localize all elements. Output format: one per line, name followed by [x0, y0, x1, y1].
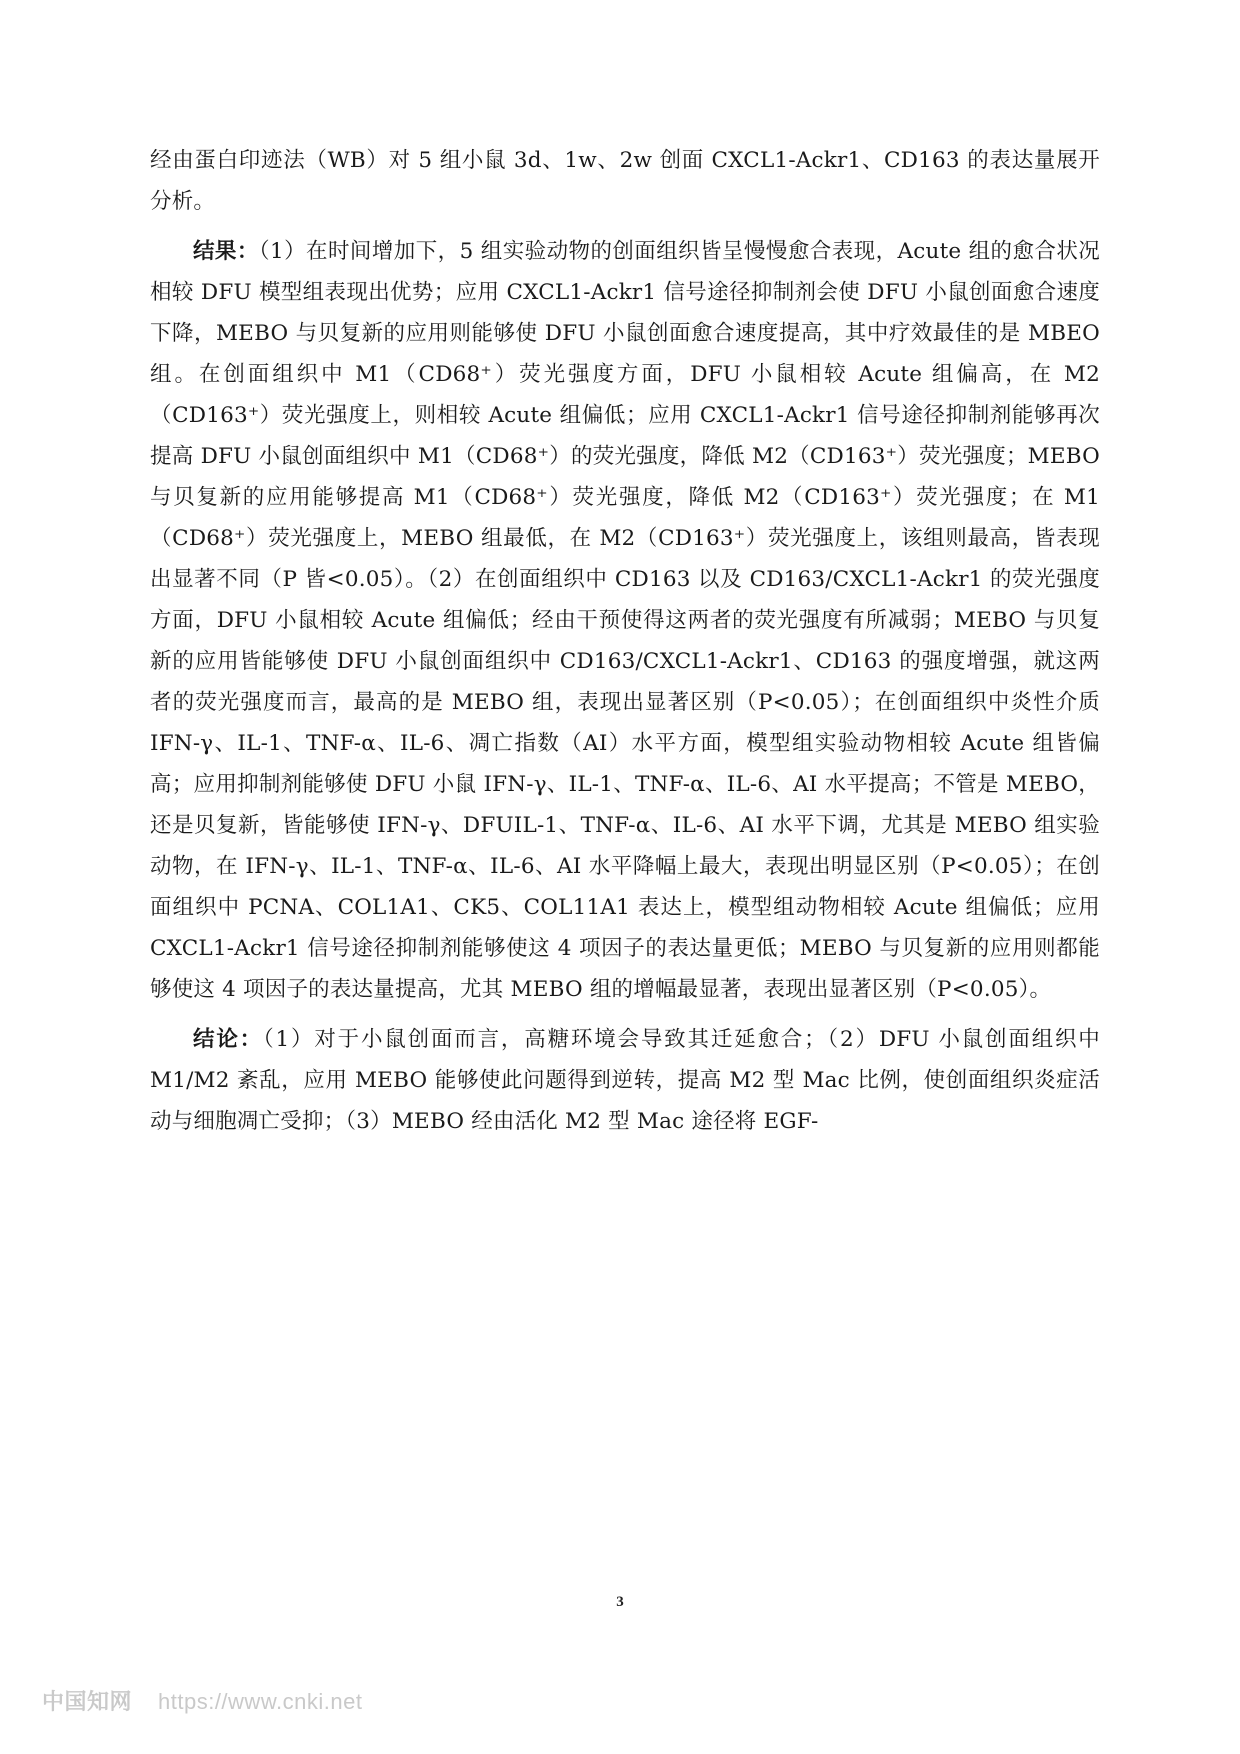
watermark-url: https://www.cnki.net	[158, 1689, 363, 1714]
watermark-brand: 中国知网	[42, 1689, 133, 1714]
paragraph-intro: 经由蛋白印迹法（WB）对 5 组小鼠 3d、1w、2w 创面 CXCL1-Ackr1、CD163 的表达量展开分析。	[150, 148, 1100, 214]
results-label: 结果：	[193, 239, 259, 264]
conclusion-label: 结论：	[193, 1027, 263, 1052]
paragraph-results	[150, 231, 1100, 1010]
page-number: 3	[616, 1594, 624, 1610]
results-text: （1）在时间增加下，5 组实验动物的创面组织皆呈慢慢愈合表现，Acute 组的愈合状况相较 DFU 模型组表现出优势；应用 CXCL1-Ackr1 信号途径抑制剂会使 DFU 小鼠创面愈合速度下降，MEBO 与贝复新的应用则能够使 DFU 小鼠创面愈合速度提高，其中疗效最佳的是 MBEO 组。在创面组织中 M1（CD68⁺）荧光强度方面，DFU 小鼠相较 Acute 组偏高，在 M2（CD163⁺）荧光强度上，则相较 Acute 组偏低；应用 CXCL1-Ackr1 信号途径抑制剂能够再次提高 DFU 小鼠创面组织中 M1（CD68⁺）的荧光强度，降低 M2（CD163⁺）荧光强度；MEBO 与贝复新的应用能够提高 M1（CD68⁺）荧光强度，降低 M2（CD163⁺）荧光强度；在 M1（CD68⁺）荧光强度上，MEBO 组最低，在 M2（CD163⁺）荧光强度上，该组则最高，皆表现出显著不同（P 皆<0.05）。（2）在创面组织中 CD163 以及 CD163/CXCL1-Ackr1 的荧光强度方面，DFU 小鼠相较 Acute 组偏低；经由干预使得这两者的荧光强度有所减弱；MEBO 与贝复新的应用皆能够使 DFU 小鼠创面组织中 CD163/CXCL1-Ackr1、CD163 的强度增强，就这两者的荧光强度而言，最高的是 MEBO 组，表现出显著区别（P<0.05）；在创面组织中炎性介质 IFN-γ、IL-1、TNF-α、IL-6、凋亡指数（AI）水平方面，模型组实验动物相较 Acute 组皆偏高；应用抑制剂能够使 DFU 小鼠 IFN-γ、IL-1、TNF-α、IL-6、AI 水平提高；不管是 MEBO，还是贝复新，皆能够使 IFN-γ、DFUIL-1、TNF-α、IL-6、AI 水平下调，尤其是 MEBO 组实验动物，在 IFN-γ、IL-1、TNF-α、IL-6、AI 水平降幅上最大，表现出明显区别（P<0.05）；在创面组织中 PCNA、COL1A1、CK5、COL11A1 表达上，模型组动物相较 Acute 组偏低；应用 CXCL1-Ackr1 信号途径抑制剂能够使这 4 项因子的表达量更低；MEBO 与贝复新的应用则都能够使这 4 项因子的表达量提高，尤其 MEBO 组的增幅最显著，表现出显著区别（P<0.05）。	[150, 239, 1100, 1002]
paragraph-conclusion	[150, 1019, 1100, 1142]
conclusion-text: （1）对于小鼠创面而言，高糖环境会导致其迁延愈合；（2）DFU 小鼠创面组织中 M1/M2 紊乱，应用 MEBO 能够使此问题得到逆转，提高 M2 型 Mac 比例，使创面组织炎症活动与细胞凋亡受抑；（3）MEBO 经由活化 M2 型 Mac 途径将 EGF-	[150, 1027, 1100, 1134]
document-body	[150, 140, 1100, 1151]
watermark	[42, 1685, 362, 1716]
